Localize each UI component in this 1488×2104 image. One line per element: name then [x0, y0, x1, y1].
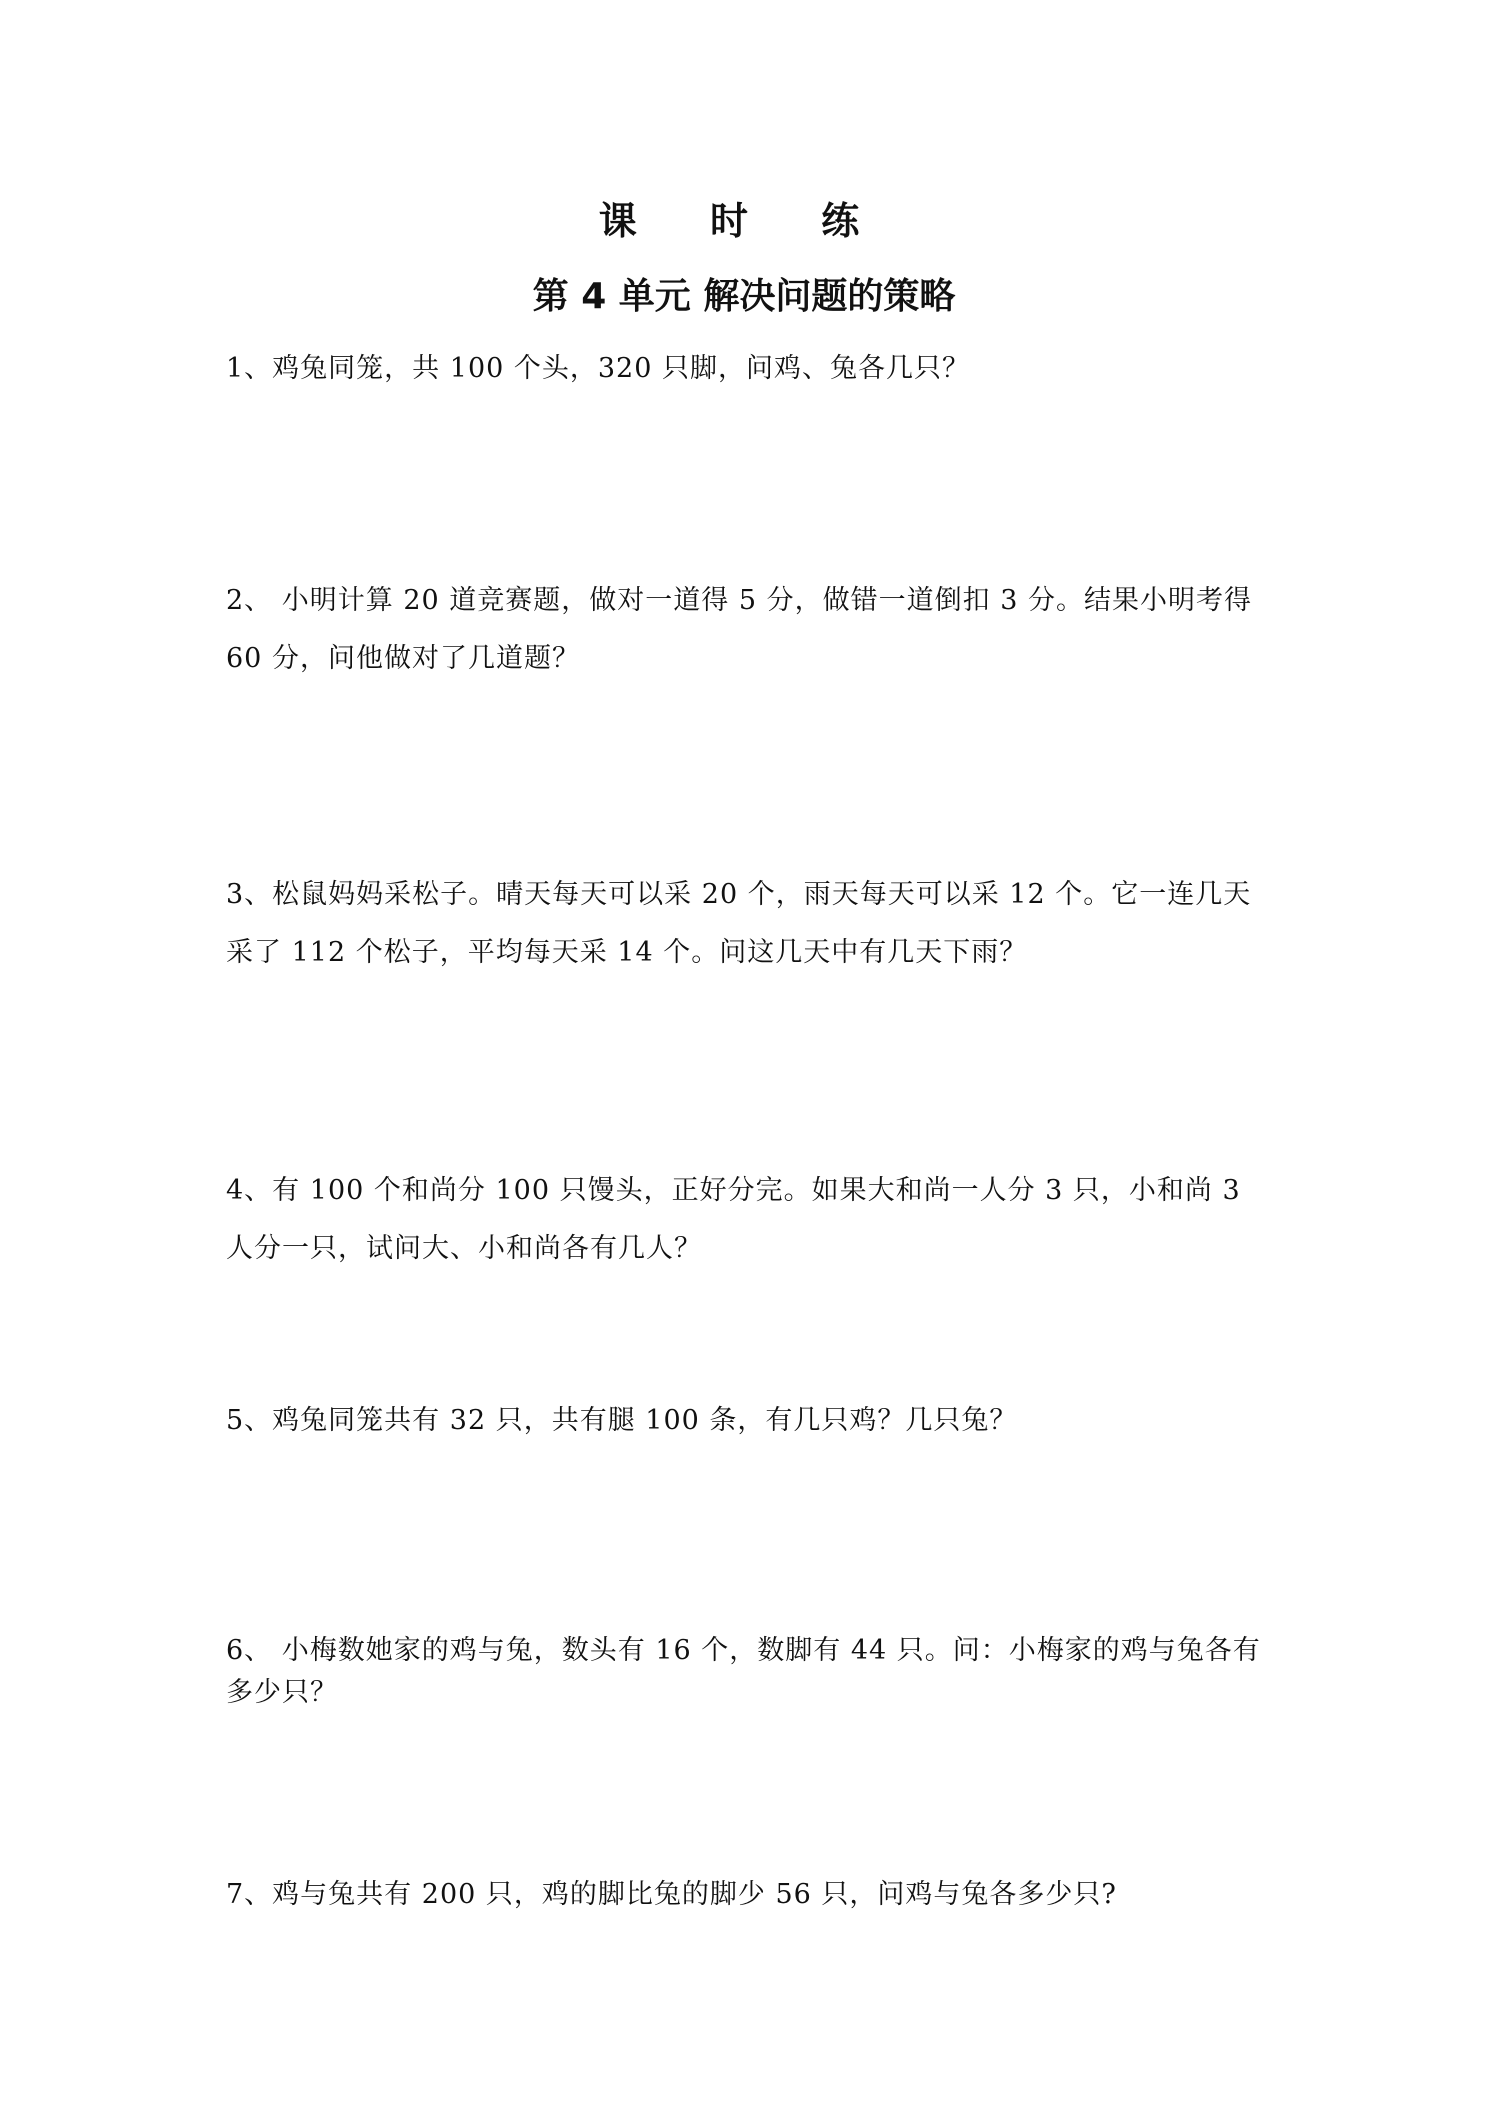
question-1: 1、鸡兔同笼，共 100 个头，320 只脚，问鸡、兔各几只？	[226, 353, 970, 384]
question-4: 4、有 100 个和尚分 100 只馒头，正好分完。如果大和尚一人分 3 只，小和尚 3 人分一只，试问大、小和尚各有几人？	[226, 1175, 1241, 1264]
question-3: 3、松鼠妈妈采松子。晴天每天可以采 20 个，雨天每天可以采 12 个。它一连几天采了 112 个松子，平均每天采 14 个。问这几天中有几天下雨？	[226, 879, 1252, 968]
question-2: 2、 小明计算 20 道竞赛题，做对一道得 5 分，做错一道倒扣 3 分。结果小明考得 60 分，问他做对了几道题？	[226, 585, 1252, 674]
page-title: 课 时 练	[598, 199, 890, 243]
question-6: 6、 小梅数她家的鸡与兔，数头有 16 个，数脚有 44 只。问：小梅家的鸡与兔各有多少只？	[226, 1635, 1261, 1708]
unit-subtitle: 第 4 单元 解决问题的策略	[532, 276, 956, 317]
question-5: 5、鸡兔同笼共有 32 只，共有腿 100 条，有几只鸡？几只兔？	[226, 1405, 1018, 1436]
question-7: 7、鸡与兔共有 200 只，鸡的脚比兔的脚少 56 只，问鸡与兔各多少只?	[226, 1879, 1117, 1910]
